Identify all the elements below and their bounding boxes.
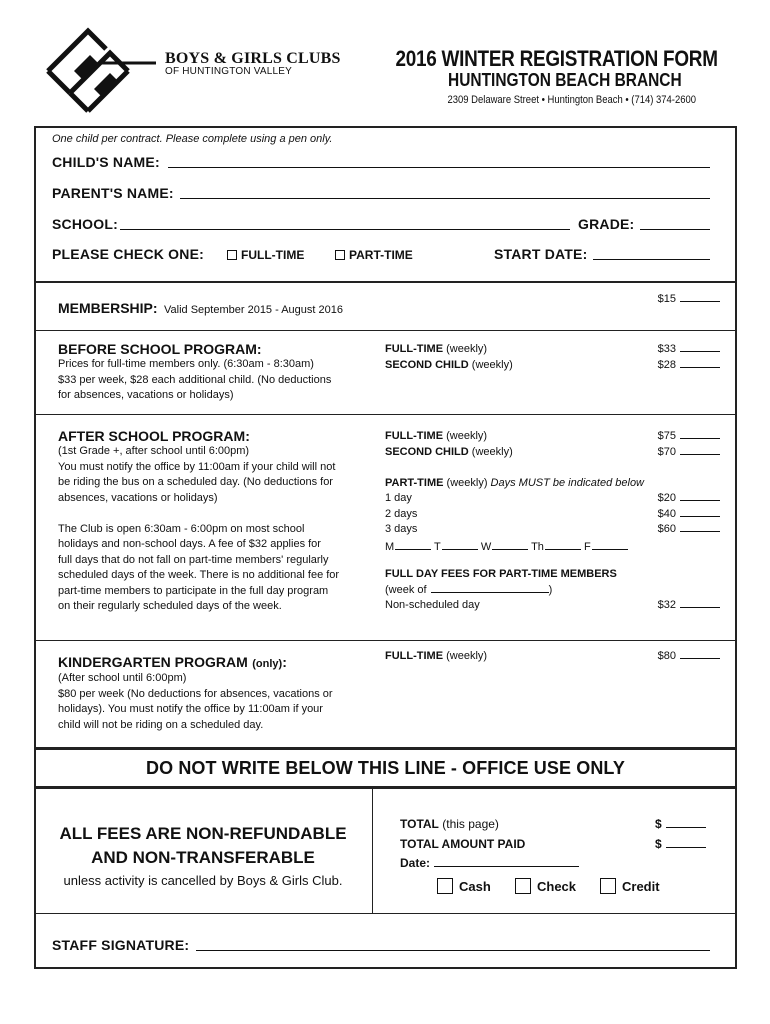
day-tuesday: T: [434, 540, 441, 553]
after-school-options: [385, 429, 665, 614]
non-scheduled-day-label: Non-scheduled day: [385, 599, 480, 611]
after-school-desc-line: The Club is open 6:30am - 6:00pm on most school: [58, 522, 305, 535]
before-school-description: [58, 357, 368, 404]
before-full-time-note: (weekly): [446, 343, 488, 355]
full-day-fees-title: FULL DAY FEES FOR PART-TIME MEMBERS: [385, 568, 617, 580]
part-time-option[interactable]: [335, 248, 413, 262]
grade-field[interactable]: [640, 229, 710, 230]
brand-subtitle: OF HUNTINGTON VALLEY: [165, 66, 292, 77]
before-second-child-label: SECOND CHILD: [385, 358, 469, 371]
grade-label: GRADE:: [578, 216, 635, 232]
form-subtitle: HUNTINGTON BEACH BRANCH: [448, 70, 682, 90]
after-part-time-note: (weekly): [446, 476, 488, 489]
membership-valid: Valid September 2015 - August 2016: [164, 304, 343, 316]
office-divider: [372, 789, 373, 914]
credit-label: Credit: [622, 879, 660, 894]
after-second-child-price-value: $70: [657, 445, 676, 458]
after-second-child-note: (weekly): [471, 445, 513, 458]
kindergarten-desc-line: $80 per week (No deductions for absences, vacations or: [58, 687, 333, 700]
after-full-time-label: FULL-TIME: [385, 430, 444, 442]
after-1-day-price[interactable]: [658, 491, 720, 507]
parent-name-label: PARENT'S NAME:: [52, 185, 174, 201]
start-date-label: START DATE:: [494, 246, 588, 262]
non-scheduled-day-price-value: $32: [657, 599, 676, 611]
full-time-option[interactable]: [227, 248, 304, 262]
before-school-desc-line: for absences, vacations or holidays): [58, 389, 234, 401]
kindergarten-option: [385, 649, 487, 665]
cash-checkbox[interactable]: [437, 878, 453, 894]
after-school-desc-line: absences, vacations or holidays): [58, 491, 218, 504]
check-checkbox[interactable]: [515, 878, 531, 894]
kindergarten-full-time-label: FULL-TIME: [385, 650, 444, 662]
staff-signature-label: STAFF SIGNATURE:: [52, 937, 190, 953]
total-note: (this page): [442, 817, 499, 831]
full-time-option-label: FULL-TIME: [241, 248, 305, 262]
before-school-desc-line: Prices for full-time members only. (6:30am - 8:30am): [58, 358, 314, 370]
after-3-days-price[interactable]: [658, 522, 720, 538]
after-school-desc-line: scheduled days of the week. There is no additional fee for: [58, 569, 340, 581]
school-field[interactable]: [120, 229, 570, 230]
day-wednesday: W: [480, 540, 492, 553]
kindergarten-only: (only): [252, 658, 283, 670]
day-friday: F: [583, 540, 591, 553]
form-title: 2016 WINTER REGISTRATION FORM: [395, 46, 718, 71]
child-name-field[interactable]: [168, 167, 710, 168]
kindergarten-full-time-note: (weekly): [446, 650, 488, 662]
total-field[interactable]: [666, 817, 706, 828]
kindergarten-title-text: KINDERGARTEN PROGRAM: [58, 654, 248, 670]
week-of-label: (week of: [385, 583, 427, 596]
kindergarten-desc-line: (After school until 6:00pm): [58, 672, 187, 684]
part-time-checkbox[interactable]: [335, 250, 345, 260]
week-of-close: ): [548, 583, 553, 596]
after-school-desc-line: You must notify the office by 11:00am if your child will not: [58, 460, 336, 473]
after-school-desc-line: (1st Grade +, after school until 6:00pm): [58, 445, 250, 457]
kindergarten-description: [58, 671, 368, 733]
payment-check[interactable]: [515, 878, 576, 894]
date-label: Date:: [400, 856, 431, 870]
cancellation-note: unless activity is cancelled by Boys & Girls Club.: [63, 873, 343, 888]
kindergarten-title: [58, 654, 287, 672]
after-2-days-price[interactable]: [658, 507, 720, 523]
totals-amounts: [655, 815, 706, 854]
kindergarten-price-value: $80: [657, 650, 676, 662]
membership-price[interactable]: [658, 293, 720, 305]
after-school-description: [58, 444, 373, 615]
instructions-note: One child per contract. Please complete using a pen only.: [52, 133, 333, 145]
payment-credit[interactable]: [600, 878, 660, 894]
membership-price-value: $15: [657, 293, 676, 305]
kindergarten-desc-line: holidays). You must notify the office by 11:00am if your: [58, 703, 323, 715]
after-day-option: 3 days: [385, 523, 418, 535]
after-second-child-label: SECOND CHILD: [385, 445, 469, 458]
divider: [34, 913, 737, 914]
total-paid-field[interactable]: [666, 837, 706, 848]
divider: [34, 640, 737, 641]
boys-girls-club-logo-icon: [44, 26, 162, 116]
before-second-child-note: (weekly): [471, 358, 513, 371]
after-day-option: 2 days: [385, 507, 418, 520]
membership-row: [58, 300, 343, 318]
before-school-desc-line: $33 per week, $28 each additional child. (No deductions: [58, 373, 332, 386]
non-refundable-line-1: ALL FEES ARE NON-REFUNDABLE: [59, 824, 347, 843]
before-full-time-price[interactable]: [658, 342, 720, 358]
non-scheduled-day-price[interactable]: [658, 598, 720, 614]
before-second-child-price-value: $28: [657, 358, 676, 371]
after-second-child-price[interactable]: [658, 445, 720, 461]
after-school-title: AFTER SCHOOL PROGRAM:: [58, 428, 250, 444]
after-full-time-price[interactable]: [658, 429, 720, 445]
credit-checkbox[interactable]: [600, 878, 616, 894]
after-school-desc-line: holidays and non-school days. A fee of $32 applies for: [58, 538, 321, 550]
payment-cash[interactable]: [437, 878, 491, 894]
after-2-days-price-value: $40: [657, 507, 676, 520]
kindergarten-colon: :: [282, 654, 287, 670]
divider: [34, 414, 737, 415]
staff-signature-field[interactable]: [196, 950, 710, 951]
full-time-checkbox[interactable]: [227, 250, 237, 260]
kindergarten-price[interactable]: [658, 649, 720, 665]
total-paid-dollar: $: [655, 836, 662, 851]
totals-block: [400, 815, 579, 874]
week-of-field[interactable]: [385, 583, 665, 599]
before-second-child-price[interactable]: [658, 358, 720, 374]
after-full-time-note: (weekly): [446, 430, 488, 442]
membership-label: MEMBERSHIP:: [58, 300, 158, 316]
after-1-day-price-value: $20: [657, 492, 676, 504]
check-label: Check: [537, 879, 577, 894]
day-monday: M: [385, 540, 395, 553]
office-use-title: DO NOT WRITE BELOW THIS LINE - OFFICE USE ONLY: [146, 758, 625, 778]
total-label: TOTAL: [400, 817, 439, 831]
kindergarten-desc-line: child will not be riding on a scheduled day.: [58, 718, 264, 731]
total-dollar: $: [655, 817, 662, 831]
after-school-desc-line: full days that do not fall on part-time members' regularly: [58, 553, 329, 566]
start-date-field[interactable]: [593, 259, 710, 260]
parent-name-field[interactable]: [180, 198, 710, 199]
before-school-title: BEFORE SCHOOL PROGRAM:: [58, 341, 262, 357]
before-full-time-label: FULL-TIME: [385, 343, 444, 355]
day-thursday: Th: [531, 540, 544, 553]
after-3-days-price-value: $60: [657, 523, 676, 535]
after-part-time-label: PART-TIME: [385, 476, 444, 489]
child-name-label: CHILD'S NAME:: [52, 154, 160, 170]
after-school-desc-line: part-time members to participate in the full day program: [58, 584, 329, 597]
non-refundable-line-2: AND NON-TRANSFERABLE: [91, 848, 315, 867]
total-amount-paid-label: TOTAL AMOUNT PAID: [400, 836, 526, 851]
before-full-time-price-value: $33: [657, 343, 676, 355]
check-one-label: PLEASE CHECK ONE:: [52, 246, 204, 262]
school-label: SCHOOL:: [52, 216, 118, 232]
non-refundable-notice: [36, 822, 370, 888]
after-school-desc-line: on their regularly scheduled days of the week.: [58, 600, 282, 612]
after-day-option: 1 day: [385, 492, 412, 504]
form-address: 2309 Delaware Street • Huntington Beach • (714) 374-2600: [447, 94, 696, 106]
divider: [34, 330, 737, 331]
brand-name: BOYS & GIRLS CLUBS: [165, 50, 341, 67]
date-field[interactable]: [434, 856, 579, 867]
before-school-options: [385, 342, 513, 373]
after-full-time-price-value: $75: [657, 430, 676, 442]
weekday-selector[interactable]: [385, 540, 665, 556]
part-time-option-label: PART-TIME: [349, 248, 413, 262]
after-part-time-days-note: Days MUST be indicated below: [490, 476, 645, 489]
after-school-desc-line: be riding the bus on a scheduled day. (No deductions for: [58, 476, 333, 488]
cash-label: Cash: [459, 879, 491, 894]
